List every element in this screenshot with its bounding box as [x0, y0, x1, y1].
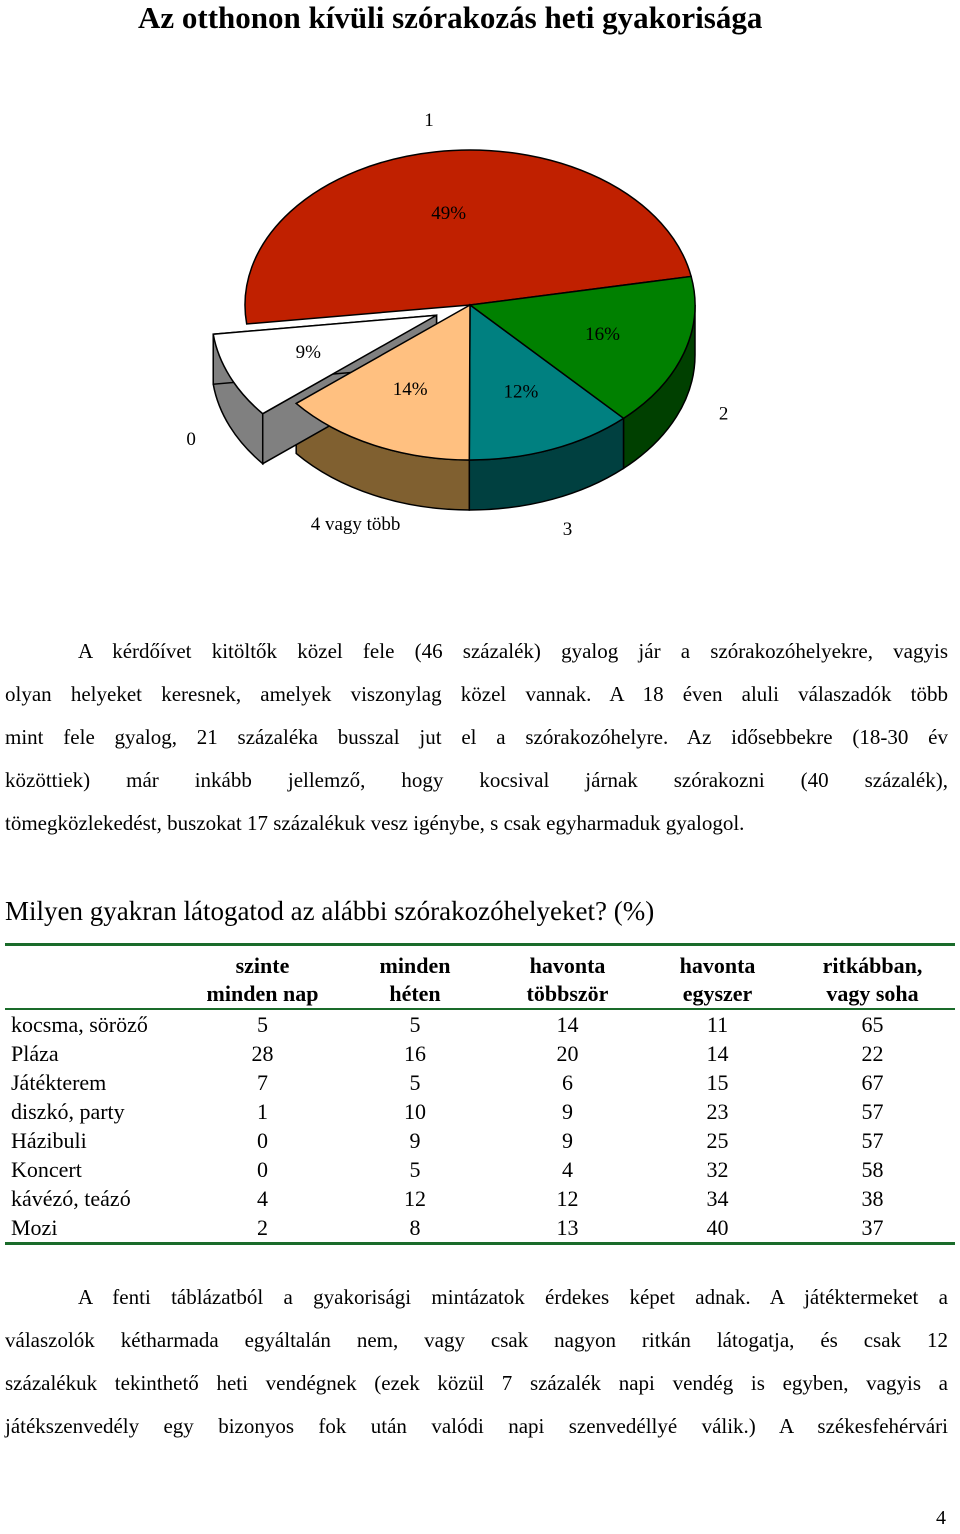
table-header-row [5, 945, 955, 1010]
frequency-table [5, 943, 955, 1245]
cell: 58 [861, 1156, 884, 1182]
paragraph-commute [5, 630, 948, 845]
cell: 37 [861, 1214, 884, 1240]
cell: 20 [556, 1040, 579, 1066]
pie-category-label: 2 [718, 403, 729, 425]
row-label: Koncert [11, 1156, 82, 1182]
cell: 0 [257, 1156, 268, 1182]
cell: 38 [861, 1185, 884, 1211]
page-number: 4 [936, 1507, 946, 1529]
row-label: Játékterem [11, 1069, 107, 1095]
paragraph-line: százalékuk tekinthető heti vendégnek (ezek közül 7 százalék napi vendég is egyben, vagyis a [5, 1371, 948, 1395]
cell: 2 [257, 1214, 268, 1240]
cell: 9 [562, 1127, 573, 1153]
cell: 34 [706, 1185, 729, 1211]
cell: 14 [706, 1040, 729, 1066]
cell: 11 [706, 1011, 729, 1037]
paragraph-line: játékszenvedély egy bizonyos fok után valódi napi szenvedéllyé válik.) A székesfehérvári [5, 1414, 948, 1438]
cell: 0 [257, 1127, 268, 1153]
paragraph-line: válaszolók kétharmada egyáltalán nem, vagy csak nagyon ritkán látogatja, és csak 12 [5, 1328, 948, 1352]
cell: 4 [257, 1185, 268, 1211]
paragraph-line: A fenti táblázatból a gyakorisági mintázatok érdekes képet adnak. A játéktermeket a [78, 1285, 948, 1309]
paragraph-line: mint fele gyalog, 21 százaléka busszal jut el a szórakozóhelyre. Az idősebbekre (18-30 év [5, 725, 948, 749]
cell: 8 [409, 1214, 421, 1240]
pie-value-label: 14% [392, 379, 428, 401]
pie-category-label: 0 [186, 428, 196, 450]
table-header-weekly: minden héten [340, 945, 490, 1010]
cell: 5 [257, 1011, 268, 1037]
cell: 9 [409, 1127, 421, 1153]
pie-value-label: 16% [585, 324, 620, 346]
pie-value-label: 12% [503, 381, 539, 403]
paragraph-line: közöttiek) már inkább jellemző, hogy kocsival járnak szórakozni (40 százalék), [5, 768, 948, 792]
row-label: kocsma, söröző [11, 1011, 148, 1037]
paragraph-line: A kérdőívet kitöltők közel fele (46 százalék) gyalog jár a szórakozóhelyekre, vagyis [78, 639, 948, 663]
cell: 57 [861, 1127, 884, 1153]
cell: 65 [861, 1011, 884, 1037]
pie-category-label: 4 vagy több [310, 513, 401, 535]
pie-chart [0, 40, 960, 600]
cell: 5 [409, 1156, 421, 1182]
cell: 13 [556, 1214, 579, 1240]
table-row [5, 1039, 955, 1068]
paragraph-line: tömegközlekedést, buszokat 17 százalékuk vesz igénybe, s csak egyharmaduk gyalogol. [5, 811, 745, 835]
cell: 6 [562, 1069, 573, 1095]
table-row [5, 1184, 955, 1213]
cell: 23 [706, 1098, 729, 1124]
cell: 4 [562, 1156, 573, 1182]
cell: 40 [706, 1214, 729, 1240]
cell: 67 [861, 1069, 884, 1095]
row-label: Mozi [11, 1214, 58, 1240]
cell: 5 [409, 1011, 421, 1037]
pie-category-label: 1 [424, 110, 434, 132]
cell: 22 [861, 1040, 884, 1066]
cell: 57 [861, 1098, 884, 1124]
chart-title: Az otthonon kívüli szórakozás heti gyakorisága [138, 0, 763, 35]
cell: 9 [562, 1098, 573, 1124]
table-row [5, 1009, 955, 1039]
cell: 16 [404, 1040, 426, 1066]
pie-value-label: 49% [431, 203, 467, 225]
table-title: Milyen gyakran látogatod az alábbi szórakozóhelyeket? (%) [5, 896, 655, 926]
cell: 25 [706, 1127, 729, 1153]
table-row [5, 1068, 955, 1097]
table-header-empty [5, 945, 185, 1010]
row-label: diszkó, party [11, 1098, 125, 1124]
paragraph-analysis [5, 1276, 948, 1448]
row-label: Házibuli [11, 1127, 87, 1153]
cell: 10 [404, 1098, 426, 1124]
cell: 12 [556, 1185, 579, 1211]
pie-category-label: 3 [562, 519, 573, 541]
table-row [5, 1126, 955, 1155]
cell: 28 [251, 1040, 274, 1066]
cell: 14 [556, 1011, 579, 1037]
table-header-rarely: ritkábban, vagy soha [790, 945, 955, 1010]
cell: 32 [706, 1156, 729, 1182]
cell: 1 [257, 1098, 268, 1124]
paragraph-line: olyan helyeket keresnek, amelyek viszonylag közel vannak. A 18 éven aluli válaszadók több [5, 682, 948, 706]
pie-value-label: 9% [295, 341, 322, 363]
table-row [5, 1213, 955, 1244]
cell: 7 [257, 1069, 268, 1095]
table-row [5, 1097, 955, 1126]
cell: 12 [404, 1185, 426, 1211]
table-row [5, 1155, 955, 1184]
table-header-monthly-multi: havonta többször [490, 945, 645, 1010]
cell: 5 [409, 1069, 421, 1095]
row-label: Pláza [11, 1040, 59, 1066]
row-label: kávézó, teázó [11, 1185, 131, 1211]
table-header-monthly-once: havonta egyszer [645, 945, 790, 1010]
cell: 15 [706, 1069, 729, 1095]
table-header-daily: szinte minden nap [185, 945, 340, 1010]
